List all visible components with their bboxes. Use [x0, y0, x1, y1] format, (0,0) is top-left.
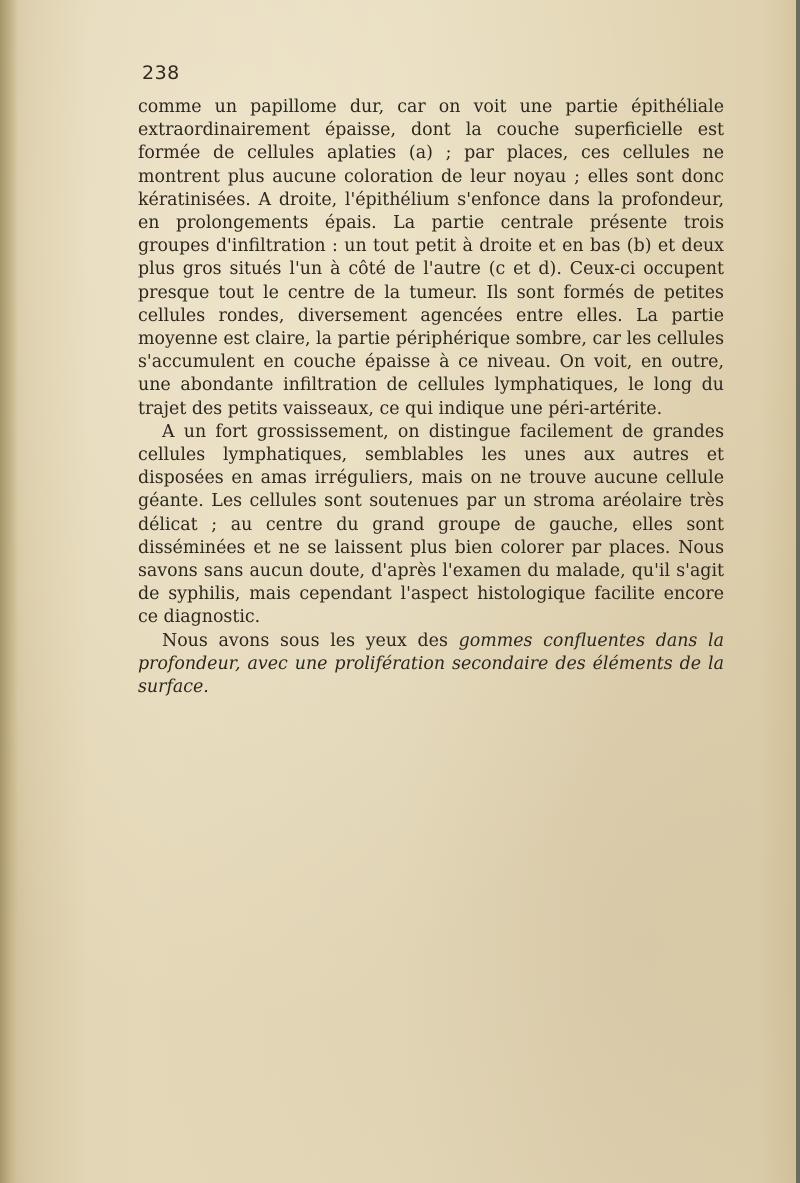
paragraph-3	[138, 630, 724, 700]
paragraph-2: A un fort grossissement, on distingue facilement de grandes cellules lymphatiques, semblables les unes aux autres et disposées en amas irréguliers, mais on ne trouve aucune cellule géante. Les cellules sont soutenues par un stroma aréolaire très délicat ; au centre du grand groupe de gauche, elles sont disséminées et ne se laissent plus bien colorer par places. Nous savons sans aucun doute, d'après l'examen du malade, qu'il s'agit de syphilis, mais cependant l'aspect histologique facilite encore ce diagnostic.	[138, 421, 724, 628]
page-gutter-shadow	[0, 0, 18, 1183]
paragraph-1: comme un papillome dur, car on voit une partie épithéliale extraordinairement épaisse, dont la couche superficielle est formée de cellules aplaties (a) ; par places, ces cellules ne montrent plus aucune coloration de leur noyau ; elles sont donc kératinisées. A droite, l'épithélium s'enfonce dans la profondeur, en prolongements épais. La partie centrale présente trois groupes d'infiltration : un tout petit à droite et en bas (b) et deux plus gros situés l'un à côté de l'autre (c et d). Ceux-ci occupent presque tout le centre de la tumeur. Ils sont formés de petites cellules rondes, diversement agencées entre elles. La partie moyenne est claire, la partie périphérique sombre, car les cellules s'accumulent en couche épaisse à ce niveau. On voit, en outre, une abondante infiltration de cellules lymphatiques, le long du trajet des petits vaisseaux, ce qui indique une péri-artérite.	[138, 97, 724, 419]
paragraph-3-italic: gommes confluentes dans la profondeur, avec une prolifération secondaire des éléments de la surface.	[138, 630, 724, 698]
page-number: 238	[142, 62, 180, 84]
paragraph-3-plain: Nous avons sous les yeux des	[162, 630, 459, 651]
body-text	[138, 96, 724, 699]
page-edge	[796, 0, 800, 1183]
